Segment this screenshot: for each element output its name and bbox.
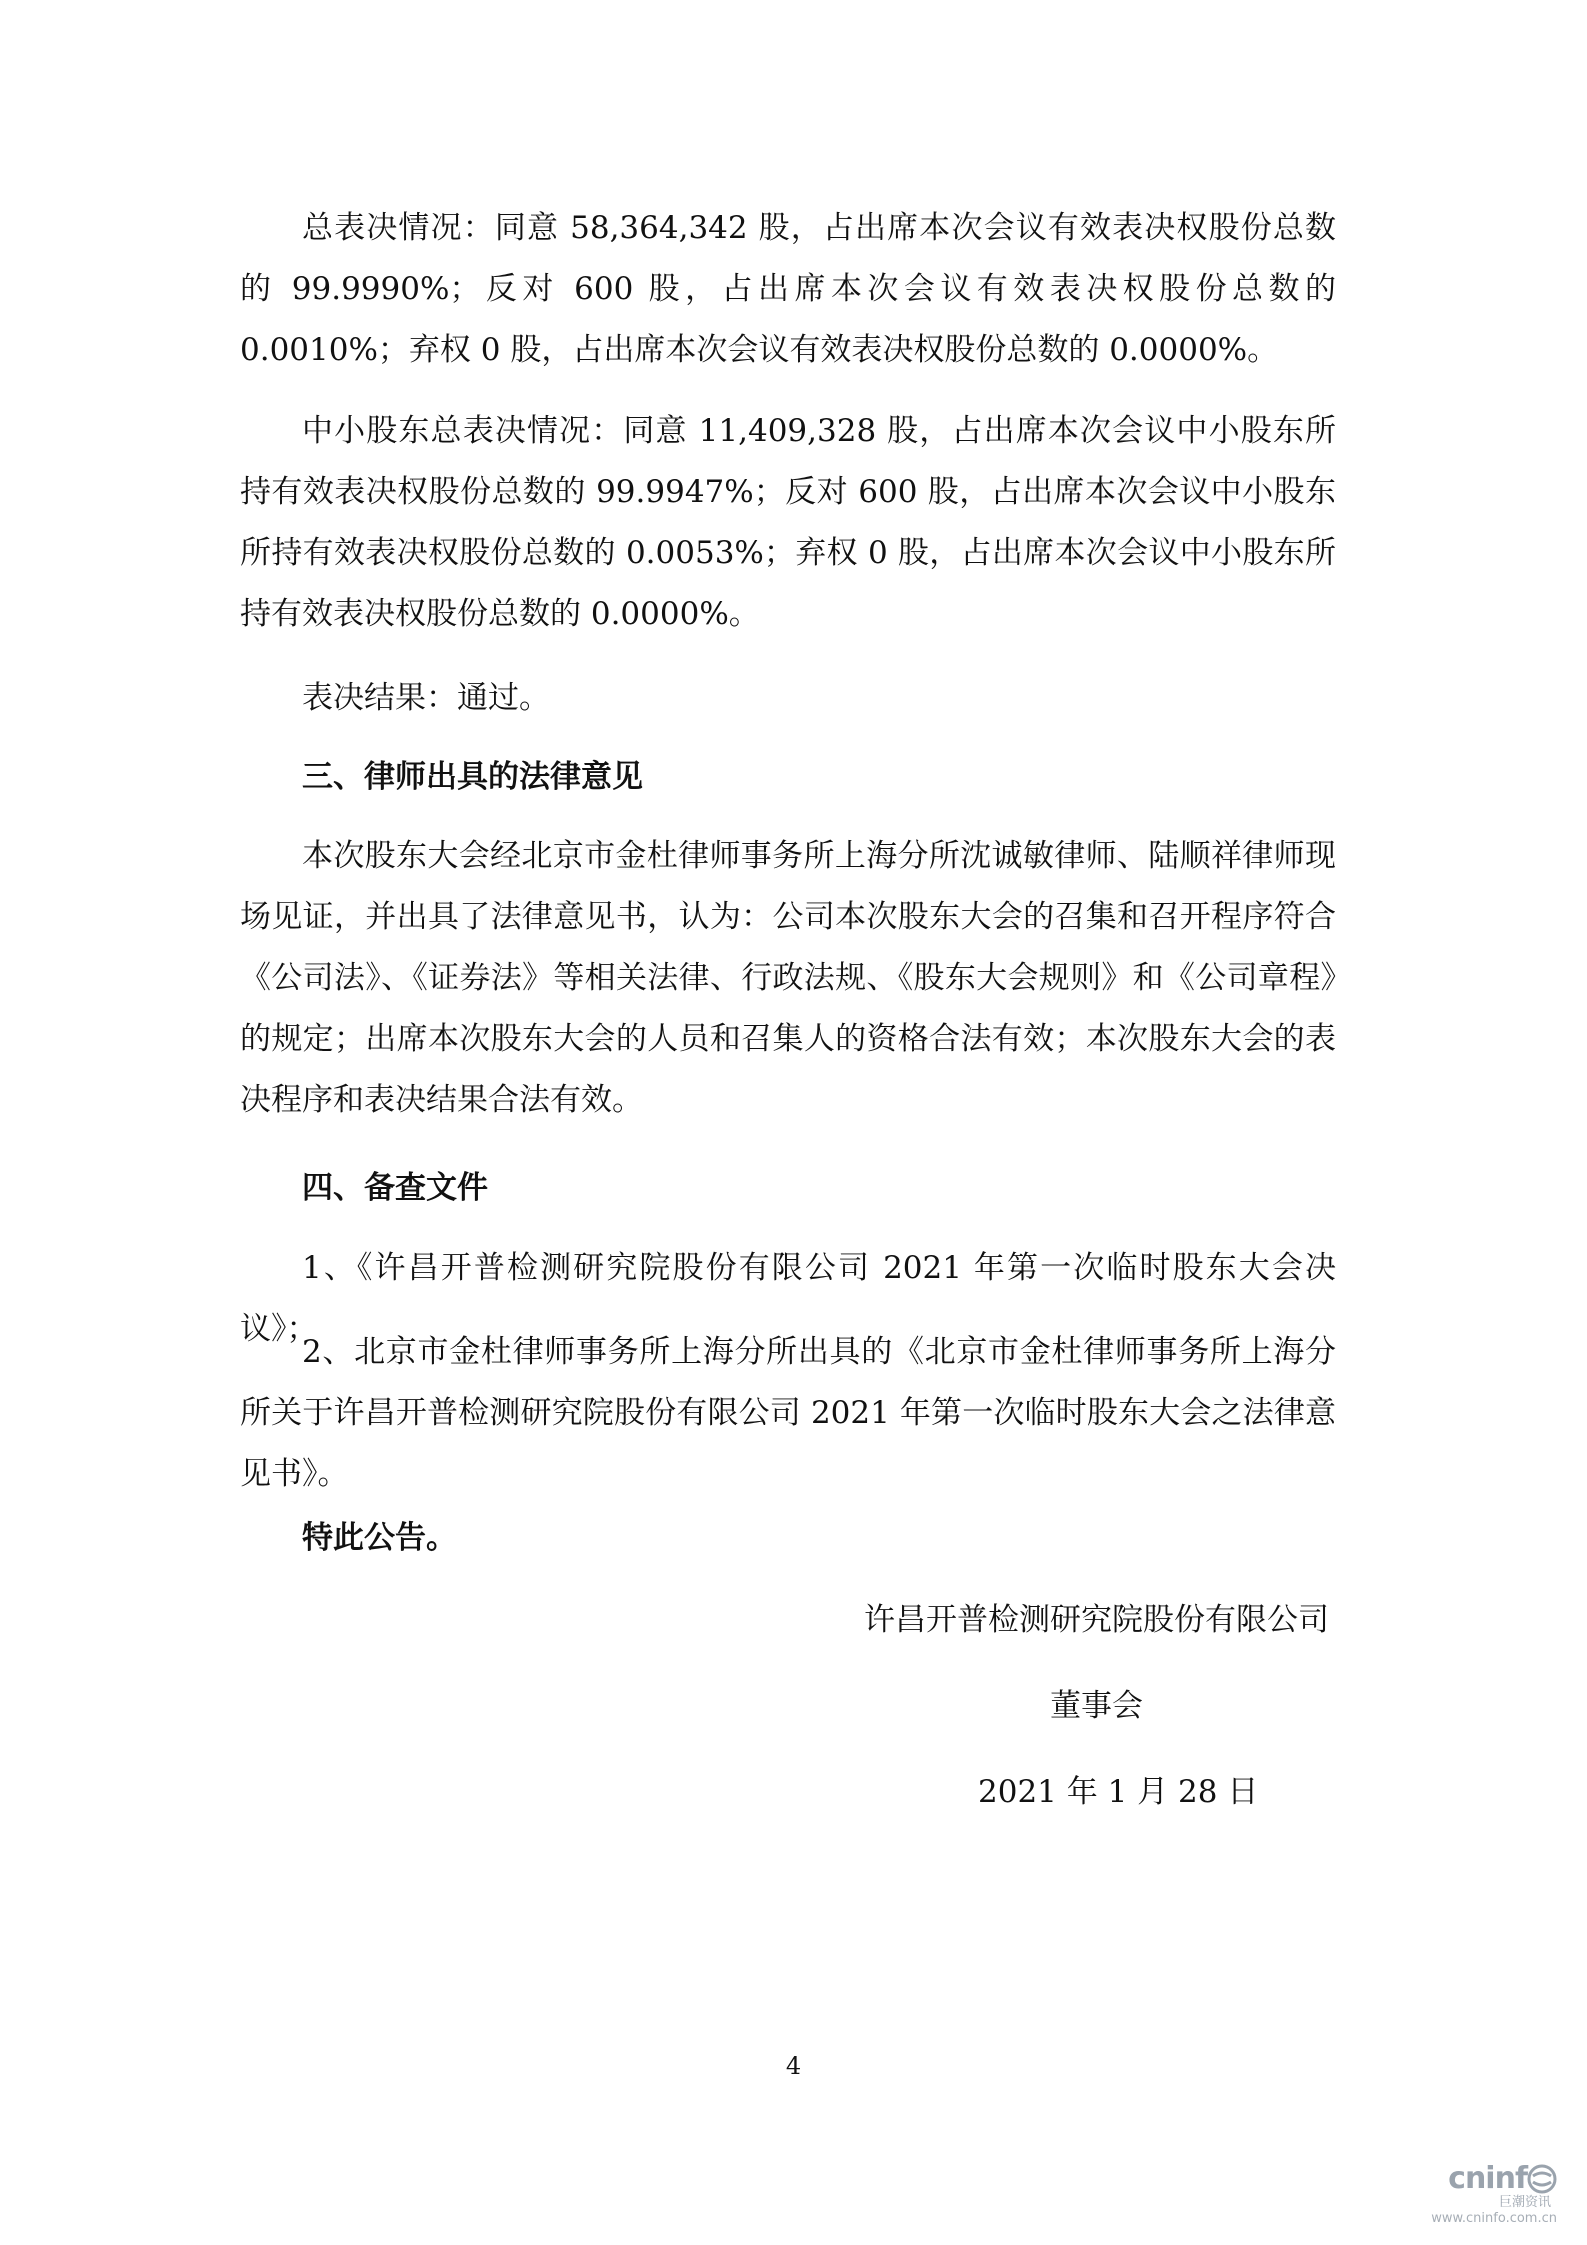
signature-board: 董事会: [1050, 1688, 1143, 1724]
section-4-heading-block: [240, 1158, 1336, 1219]
minority-vote-text: 中小股东总表决情况：同意 11,409,328 股，占出席本次会议中小股东所持有效表决权股份总数的 99.9947%；反对 600 股，占出席本次会议中小股东所持有效表决权股份总数的 0.0053%；弃权 0 股，占出席本次会议中小股东所持有效表决权股份总数的 0.0000%。: [240, 413, 1336, 632]
announcement-text: 特此公告。: [302, 1520, 457, 1556]
total-vote-paragraph: [240, 198, 1336, 381]
section-3-heading: 三、律师出具的法律意见: [302, 759, 643, 795]
vote-result-paragraph: [240, 668, 1336, 729]
page-number: 4: [785, 2052, 802, 2080]
watermark-url: www.cninfo.com.cn: [1431, 2211, 1557, 2226]
file-item-2-paragraph: [240, 1322, 1336, 1505]
watermark-brand: cninf: [1448, 2161, 1527, 2196]
section-3-heading-block: [240, 747, 1336, 808]
cninfo-logo-icon: [1527, 2164, 1557, 2194]
minority-vote-paragraph: [240, 401, 1336, 645]
file-item-2-text: 2、北京市金杜律师事务所上海分所出具的《北京市金杜律师事务所上海分所关于许昌开普检测研究院股份有限公司 2021 年第一次临时股东大会之法律意见书》。: [240, 1334, 1336, 1492]
section-4-heading: 四、备查文件: [302, 1170, 488, 1206]
cninfo-watermark: [1407, 2163, 1557, 2227]
section-3-body-text: 本次股东大会经北京市金杜律师事务所上海分所沈诚敏律师、陆顺祥律师现场见证，并出具了法律意见书，认为：公司本次股东大会的召集和召开程序符合《公司法》、《证券法》等相关法律、行政法规、《股东大会规则》和《公司章程》的规定；出席本次股东大会的人员和召集人的资格合法有效；本次股东大会的表决程序和表决结果合法有效。: [240, 838, 1336, 1118]
total-vote-text: 总表决情况：同意 58,364,342 股，占出席本次会议有效表决权股份总数的 99.9990%；反对 600 股，占出席本次会议有效表决权股份总数的 0.0010%；弃权 0 股，占出席本次会议有效表决权股份总数的 0.0000%。: [240, 210, 1336, 368]
section-3-body-paragraph: [240, 826, 1336, 1131]
watermark-brand-cn: 巨潮资讯: [1498, 2195, 1551, 2210]
signature-date: 2021 年 1 月 28 日: [978, 1774, 1259, 1810]
announcement-paragraph: [240, 1508, 1336, 1569]
file-item-1-text: 1、《许昌开普检测研究院股份有限公司 2021 年第一次临时股东大会决议》；: [240, 1250, 1336, 1347]
vote-result-text: 表决结果：通过。: [302, 680, 550, 716]
signature-company: 许昌开普检测研究院股份有限公司: [864, 1602, 1329, 1638]
